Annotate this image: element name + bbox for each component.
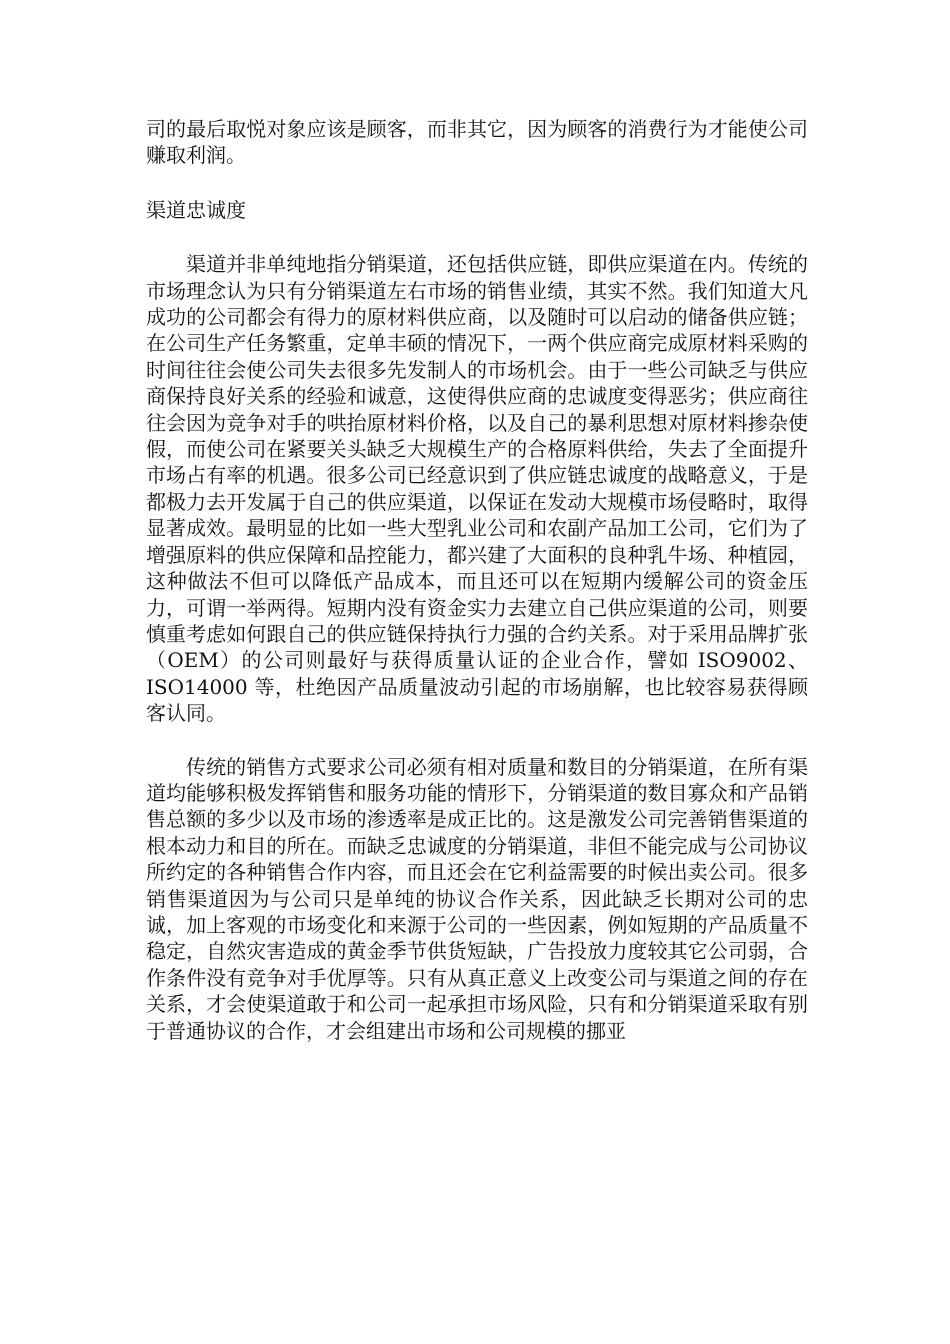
document-page	[146, 116, 808, 1071]
intro-paragraph: 司的最后取悦对象应该是顾客，而非其它，因为顾客的消费行为才能使公司赚取利润。	[146, 117, 808, 168]
body-paragraph-1: 渠道并非单纯地指分销渠道，还包括供应链，即供应渠道在内。传统的市场理念认为只有分销渠道左右市场的销售业绩，其实不然。我们知道大凡成功的公司都会有得力的原材料供应商，以及随时可以启动的储备供应链；在公司生产任务繁重，定单丰硕的情况下，一两个供应商完成原材料采购的时间往往会使公司失去很多先发制人的市场机会。由于一些公司缺乏与供应商保持良好关系的经验和诚意，这使得供应商的忠诚度变得恶劣；供应商往往会因为竞争对手的哄抬原材料价格，以及自己的暴利思想对原材料掺杂使假，而使公司在紧要关头缺乏大规模生产的合格原料供给，失去了全面提升市场占有率的机遇。很多公司已经意识到了供应链忠诚度的战略意义，于是都极力去开发属于自己的供应渠道，以保证在发动大规模市场侵略时，取得显著成效。最明显的比如一些大型乳业公司和农副产品加工公司，它们为了增强原料的供应保障和品控能力，都兴建了大面积的良种乳牛场、种植园，这种做法不但可以降低产品成本，而且还可以在短期内缓解公司的资金压力，可谓一举两得。短期内没有资金实力去建立自己供应渠道的公司，则要慎重考虑如何跟自己的供应链保持执行力强的合约关系。对于采用品牌扩张（OEM）的公司则最好与获得质量认证的企业合作，譬如 ISO9002、ISO14000 等，杜绝因产品质量波动引起的市场崩解，也比较容易获得顾客认同。	[146, 252, 808, 726]
section-heading: 渠道忠诚度	[146, 197, 246, 222]
body-paragraph-2: 传统的销售方式要求公司必须有相对质量和数目的分销渠道，在所有渠道均能够积极发挥销售和服务功能的情形下，分销渠道的数目寡众和产品销售总额的多少以及市场的渗透率是成正比的。这是激发公司完善销售渠道的根本动力和目的所在。而缺乏忠诚度的分销渠道，非但不能完成与公司协议所约定的各种销售合作内容，而且还会在它利益需要的时候出卖公司。很多销售渠道因为与公司只是单纯的协议合作关系，因此缺乏长期对公司的忠诚，加上客观的市场变化和来源于公司的一些因素，例如短期的产品质量不稳定，自然灾害造成的黄金季节供货短缺，广告投放力度较其它公司弱，合作条件没有竞争对手优厚等。只有从真正意义上改变公司与渠道之间的存在关系，才会使渠道敢于和公司一起承担市场风险，只有和分销渠道采取有别于普通协议的合作，才会组建出市场和公司规模的挪亚	[146, 754, 808, 1043]
